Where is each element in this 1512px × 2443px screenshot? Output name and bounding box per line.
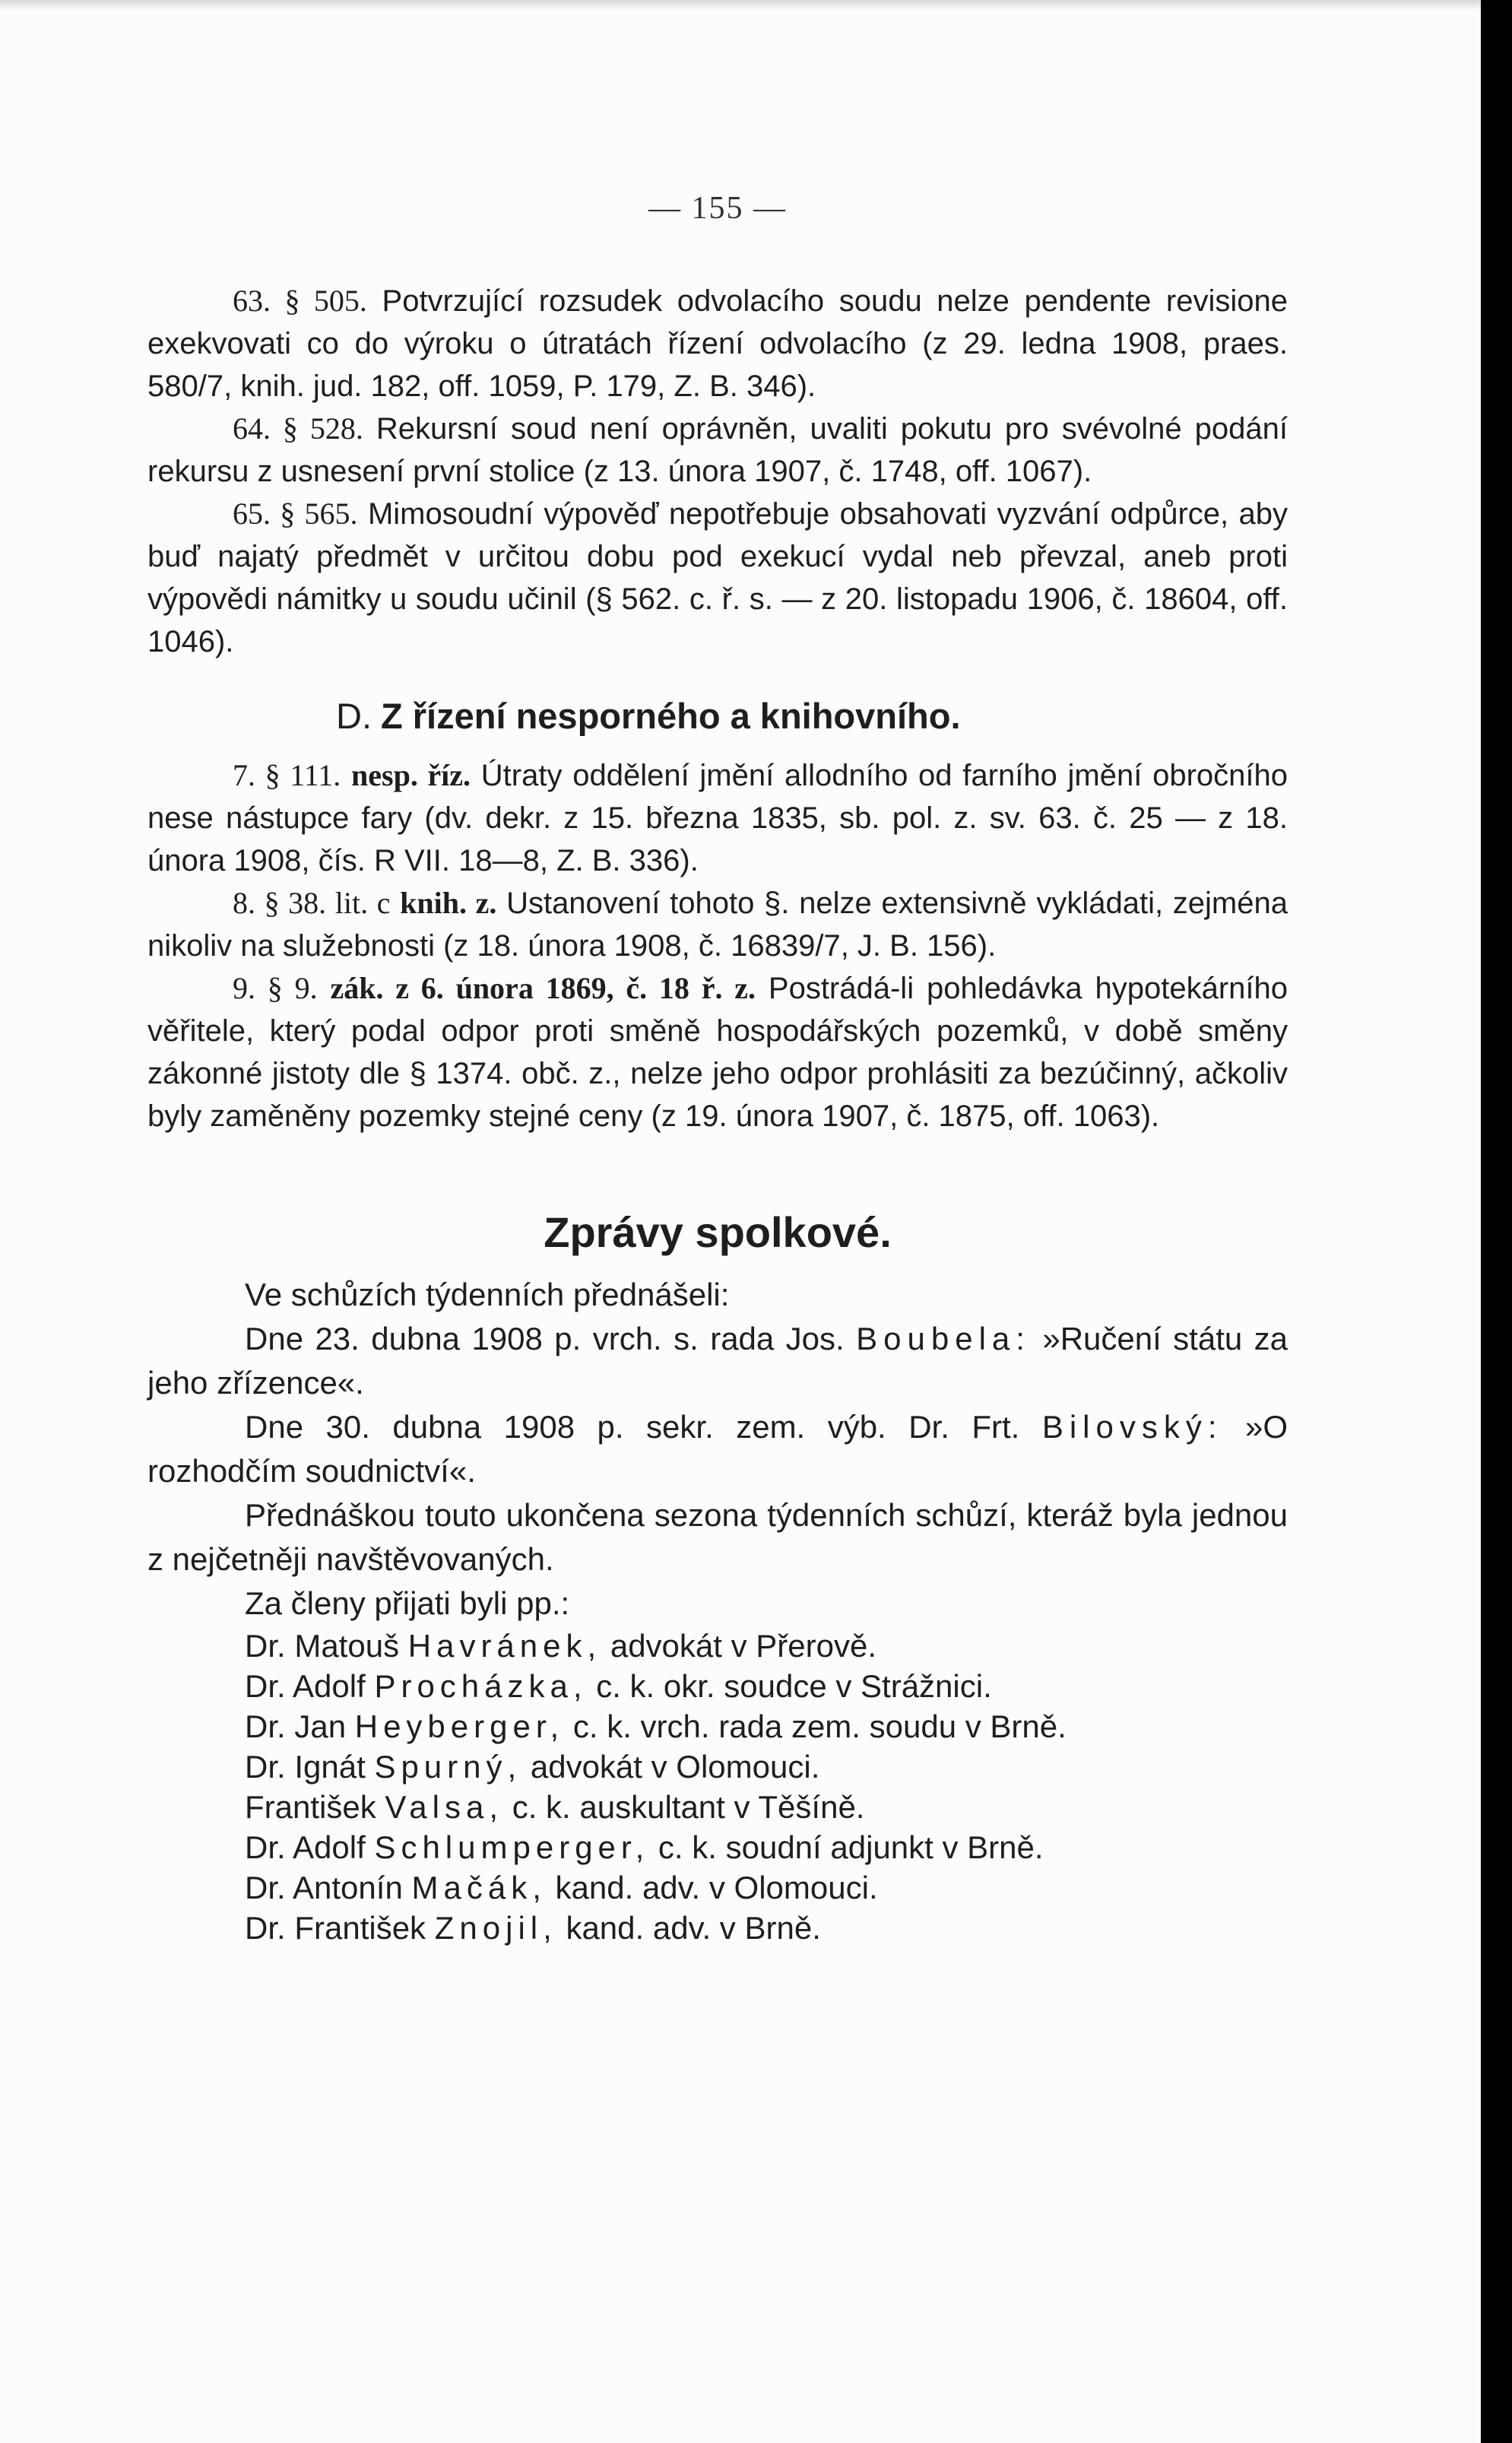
member-item (245, 1626, 1288, 1666)
member-item (245, 1827, 1288, 1867)
member-position: c. k. vrch. rada zem. soudu v Brně. (572, 1709, 1067, 1744)
member-title: Dr. Antonín (245, 1870, 403, 1905)
law-reference: zák. z 6. února 1869, č. 18 ř. z. (330, 971, 756, 1005)
member-position: advokát v Olomouci. (530, 1749, 820, 1785)
member-title: Dr. Jan (245, 1709, 347, 1744)
member-item (245, 1666, 1288, 1706)
section-heading (336, 693, 1288, 739)
member-title: Dr. Matouš (245, 1628, 400, 1664)
decision-entry (147, 967, 1288, 1137)
member-surname: Spurný, (374, 1749, 522, 1785)
member-item (245, 1908, 1288, 1948)
member-item (245, 1747, 1288, 1787)
section-title: Z řízení nesporného a knihovního. (381, 696, 961, 736)
member-position: advokát v Přerově. (610, 1628, 877, 1664)
talk-date-speaker: Dne 30. dubna 1908 p. sekr. zem. výb. Dr. Frt. (245, 1409, 1020, 1445)
entry-number: 64. § 528. (233, 411, 363, 446)
member-position: c. k. soudní adjunkt v Brně. (658, 1829, 1044, 1865)
news-intro: Ve schůzích týdenních přednášeli: (245, 1277, 730, 1312)
decision-entry (147, 754, 1288, 882)
entry-number: 8. § 38. lit. c (233, 886, 391, 920)
member-position: kand. adv. v Olomouci. (555, 1870, 878, 1905)
talk-paragraph (147, 1317, 1288, 1405)
entry-text: Útraty oddělení jmění allodního od farního jmění obročního nese nástupce fary (dv. dekr. z 15. března 1835, sb. pol. z. sv. 63. č. 25 — z 18. února 1908, čís. R VII. 18—8, Z. B. 336). (147, 759, 1288, 877)
decision-entry (147, 408, 1288, 493)
decision-entry (147, 882, 1288, 967)
member-surname: Znojil, (434, 1910, 557, 1946)
member-title: Dr. Adolf (245, 1829, 366, 1865)
speaker-name: Bilovský: (1041, 1409, 1223, 1445)
member-surname: Havránek, (407, 1628, 602, 1664)
member-surname: Heyberger, (354, 1709, 565, 1744)
member-surname: Valsa, (385, 1789, 504, 1825)
entry-number: 7. § 111. (233, 758, 341, 792)
entry-text: Potvrzující rozsudek odvolacího soudu nelze pendente revisione exekvovati co do výroku o útratách řízení odvolacího (z 29. ledna 1908, praes. 580/7, knih. jud. 182, off. 1059, P. 179, Z. B. 346). (147, 284, 1288, 403)
member-title: Dr. František (245, 1910, 426, 1946)
talk-title: »O rozhodčím soudnictví«. (147, 1409, 1289, 1489)
entry-text: Rekursní soud není oprávněn, uvaliti pokutu pro svévolné podání rekursu z usnesení první stolice (z 13. února 1907, č. 1748, off. 1067). (147, 412, 1288, 488)
talk-title: »Ručení státu za jeho zřízence«. (147, 1321, 1289, 1401)
member-surname: Mačák, (411, 1870, 547, 1905)
entry-number: 65. § 565. (233, 497, 358, 531)
news-section-title: Zprávy spolkové. (544, 1208, 892, 1256)
entry-number: 63. § 505. (233, 284, 367, 318)
member-position: kand. adv. v Brně. (566, 1910, 821, 1946)
members-intro: Za členy přijati byli pp.: (245, 1585, 570, 1621)
member-title: Dr. Adolf (245, 1668, 366, 1704)
decision-entry (147, 493, 1288, 663)
member-title: Dr. Ignát (245, 1749, 366, 1785)
section-letter: D. (336, 696, 372, 736)
entry-number: 9. § 9. (233, 971, 318, 1005)
member-item (245, 1867, 1288, 1908)
member-item (245, 1706, 1288, 1747)
member-list (147, 1626, 1288, 1948)
entry-text: Mimosoudní výpověď nepotřebuje obsahovati vyzvání odpůrce, aby buď najatý předmět v určitou dobu pod exekucí vydal neb převzal, aneb proti výpovědi námitky u soudu učinil (§ 562. c. ř. s. — z 20. listopadu 1906, č. 18604, off. 1046). (147, 497, 1289, 658)
decision-entry (147, 280, 1288, 408)
member-item (245, 1787, 1288, 1827)
entry-text: Postrádá-li pohledávka hypotekárního věřitele, který podal odpor proti směně hospodářských pozemků, v době směny zákonné jistoty dle § 1374. obč. z., nelze jeho odpor prohlásiti za bezúčinný, ačkoliv byly zaměněny pozemky stejné ceny (z 19. února 1907, č. 1875, off. 1063). (147, 972, 1288, 1133)
member-position: c. k. okr. soudce v Strážnici. (596, 1668, 992, 1704)
page-content (147, 190, 1288, 1948)
law-reference: nesp. říz. (351, 758, 471, 792)
law-reference: knih. z. (400, 886, 497, 920)
talk-date-speaker: Dne 23. dubna 1908 p. vrch. s. rada Jos. (245, 1321, 845, 1356)
member-surname: Schlumperger, (374, 1829, 650, 1865)
member-title: František (245, 1789, 376, 1825)
speaker-name: Boubela: (856, 1321, 1031, 1356)
member-surname: Procházka, (374, 1668, 588, 1704)
closing-paragraph: Přednáškou touto ukončena sezona týdenních schůzí, kteráž byla jednou z nejčetněji navštěvovaných. (147, 1497, 1288, 1577)
member-position: c. k. auskultant v Těšíně. (512, 1789, 865, 1825)
page-number: — 155 — (648, 191, 787, 226)
talk-paragraph (147, 1405, 1288, 1493)
entry-text: Ustanovení tohoto §. nelze extensivně vykládati, zejména nikoliv na služebnosti (z 18. února 1908, č. 16839/7, J. B. 156). (147, 887, 1288, 963)
